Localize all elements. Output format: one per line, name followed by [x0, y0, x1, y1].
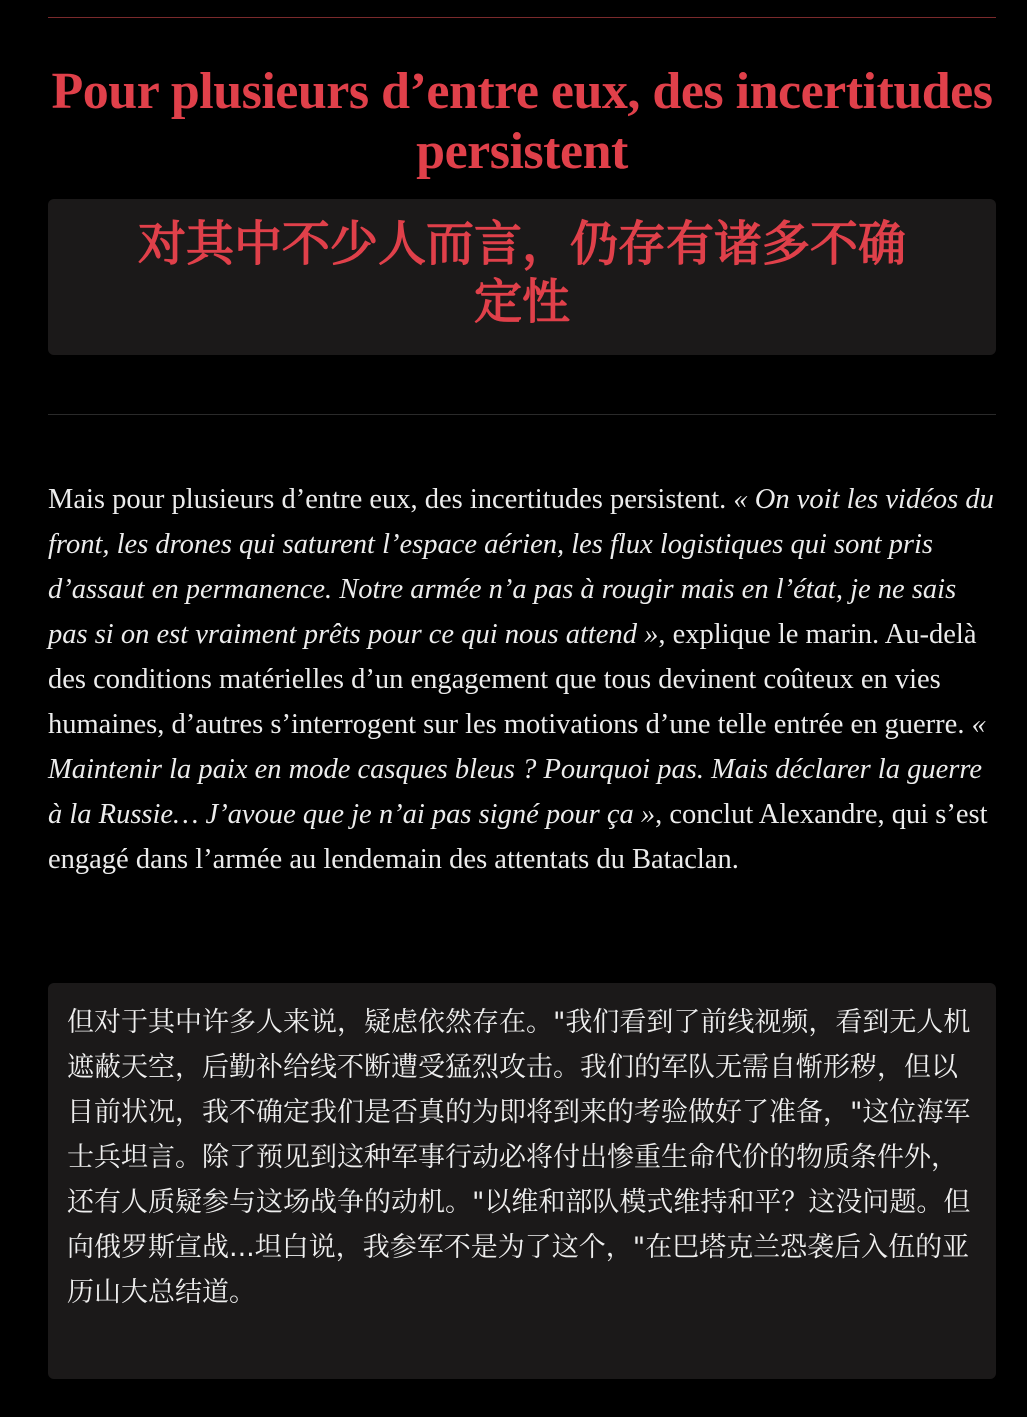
section-divider: [48, 414, 996, 415]
paragraph-sentence-3: , conclut Alexandre, qui s’est engagé dans l’armée au lendemain des attentats du Bataclan.: [48, 799, 988, 875]
article-paragraph-chinese: 但对于其中许多人来说，疑虑依然存在。"我们看到了前线视频，看到无人机遮蔽天空，后勤补给线不断遭受猛烈攻击。我们的军队无需自惭形秽，但以目前状况，我不确定我们是否真的为即将到来的考验做好了准备，"这位海军士兵坦言。除了预见到这种军事行动必将付出惨重生命代价的物质条件外，还有人质疑参与这场战争的动机。"以维和部队模式维持和平？这没问题。但向俄罗斯宣战...坦白说，我参军不是为了这个，"在巴塔克兰恐袭后入伍的亚历山大总结道。: [67, 1007, 971, 1308]
paragraph-sentence-1: Mais pour plusieurs d’entre eux, des incertitudes persistent.: [48, 484, 734, 515]
headline-translation-panel: [48, 199, 996, 355]
article-translation-panel: [48, 983, 996, 1379]
quote-sailor: « On voit les vidéos du front, les drones qui saturent l’espace aérien, les flux logistiques qui sont pris d’assaut en permanence. Notre armée n’a pas à rougir mais en l’état, je ne sais pas si on est vraiment prêts pour ce qui nous attend »: [48, 484, 994, 650]
quote-alexandre: « Maintenir la paix en mode casques bleus ? Pourquoi pas. Mais déclarer la guerre à la Russie… J’avoue que je n’ai pas signé pour ça »: [48, 709, 986, 830]
headline-french: Pour plusieurs d’entre eux, des incertitudes persistent: [51, 63, 993, 180]
article-paragraph-french: [48, 477, 996, 882]
headline-chinese: 对其中不少人而言，仍存有诸多不确定性: [137, 216, 906, 330]
paragraph-sentence-2: , explique le marin. Au-delà des conditions matérielles d’un engagement que tous devinent coûteux en vies humaines, d’autres s’interrogent sur les motivations d’une telle entrée en guerre.: [48, 619, 977, 740]
top-divider: [48, 17, 996, 18]
